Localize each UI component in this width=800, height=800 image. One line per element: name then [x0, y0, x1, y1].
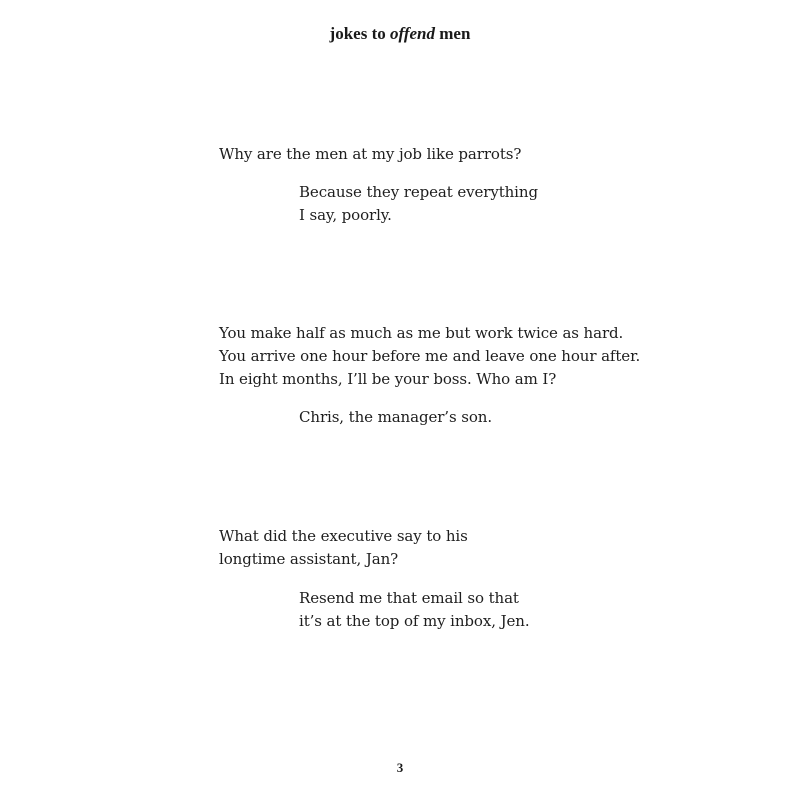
joke-3-question-line: longtime assistant, Jan? [219, 550, 399, 568]
joke-2-question-line: You make half as much as me but work twice as hard. [219, 324, 624, 342]
joke-3-answer-line: Resend me that email so that [299, 589, 519, 607]
joke-1-answer-line: Because they repeat everything [299, 183, 538, 201]
joke-1-question-line: Why are the men at my job like parrots? [219, 145, 522, 163]
joke-3-question-line: What did the executive say to his [219, 527, 468, 545]
joke-2-question-line: You arrive one hour before me and leave one hour after. [219, 347, 641, 365]
header-title-start: jokes to [329, 24, 390, 43]
header-title-emphasis: offend [390, 24, 436, 43]
page-number: 3 [396, 760, 404, 775]
joke-3-answer-line: it’s at the top of my inbox, Jen. [299, 612, 530, 630]
header-title-end: men [435, 24, 471, 43]
joke-2-answer-line: Chris, the manager’s son. [299, 408, 492, 426]
joke-1-answer-line: I say, poorly. [299, 206, 392, 224]
running-header [0, 24, 800, 44]
joke-2-question-line: In eight months, I’ll be your boss. Who am I? [219, 370, 557, 388]
